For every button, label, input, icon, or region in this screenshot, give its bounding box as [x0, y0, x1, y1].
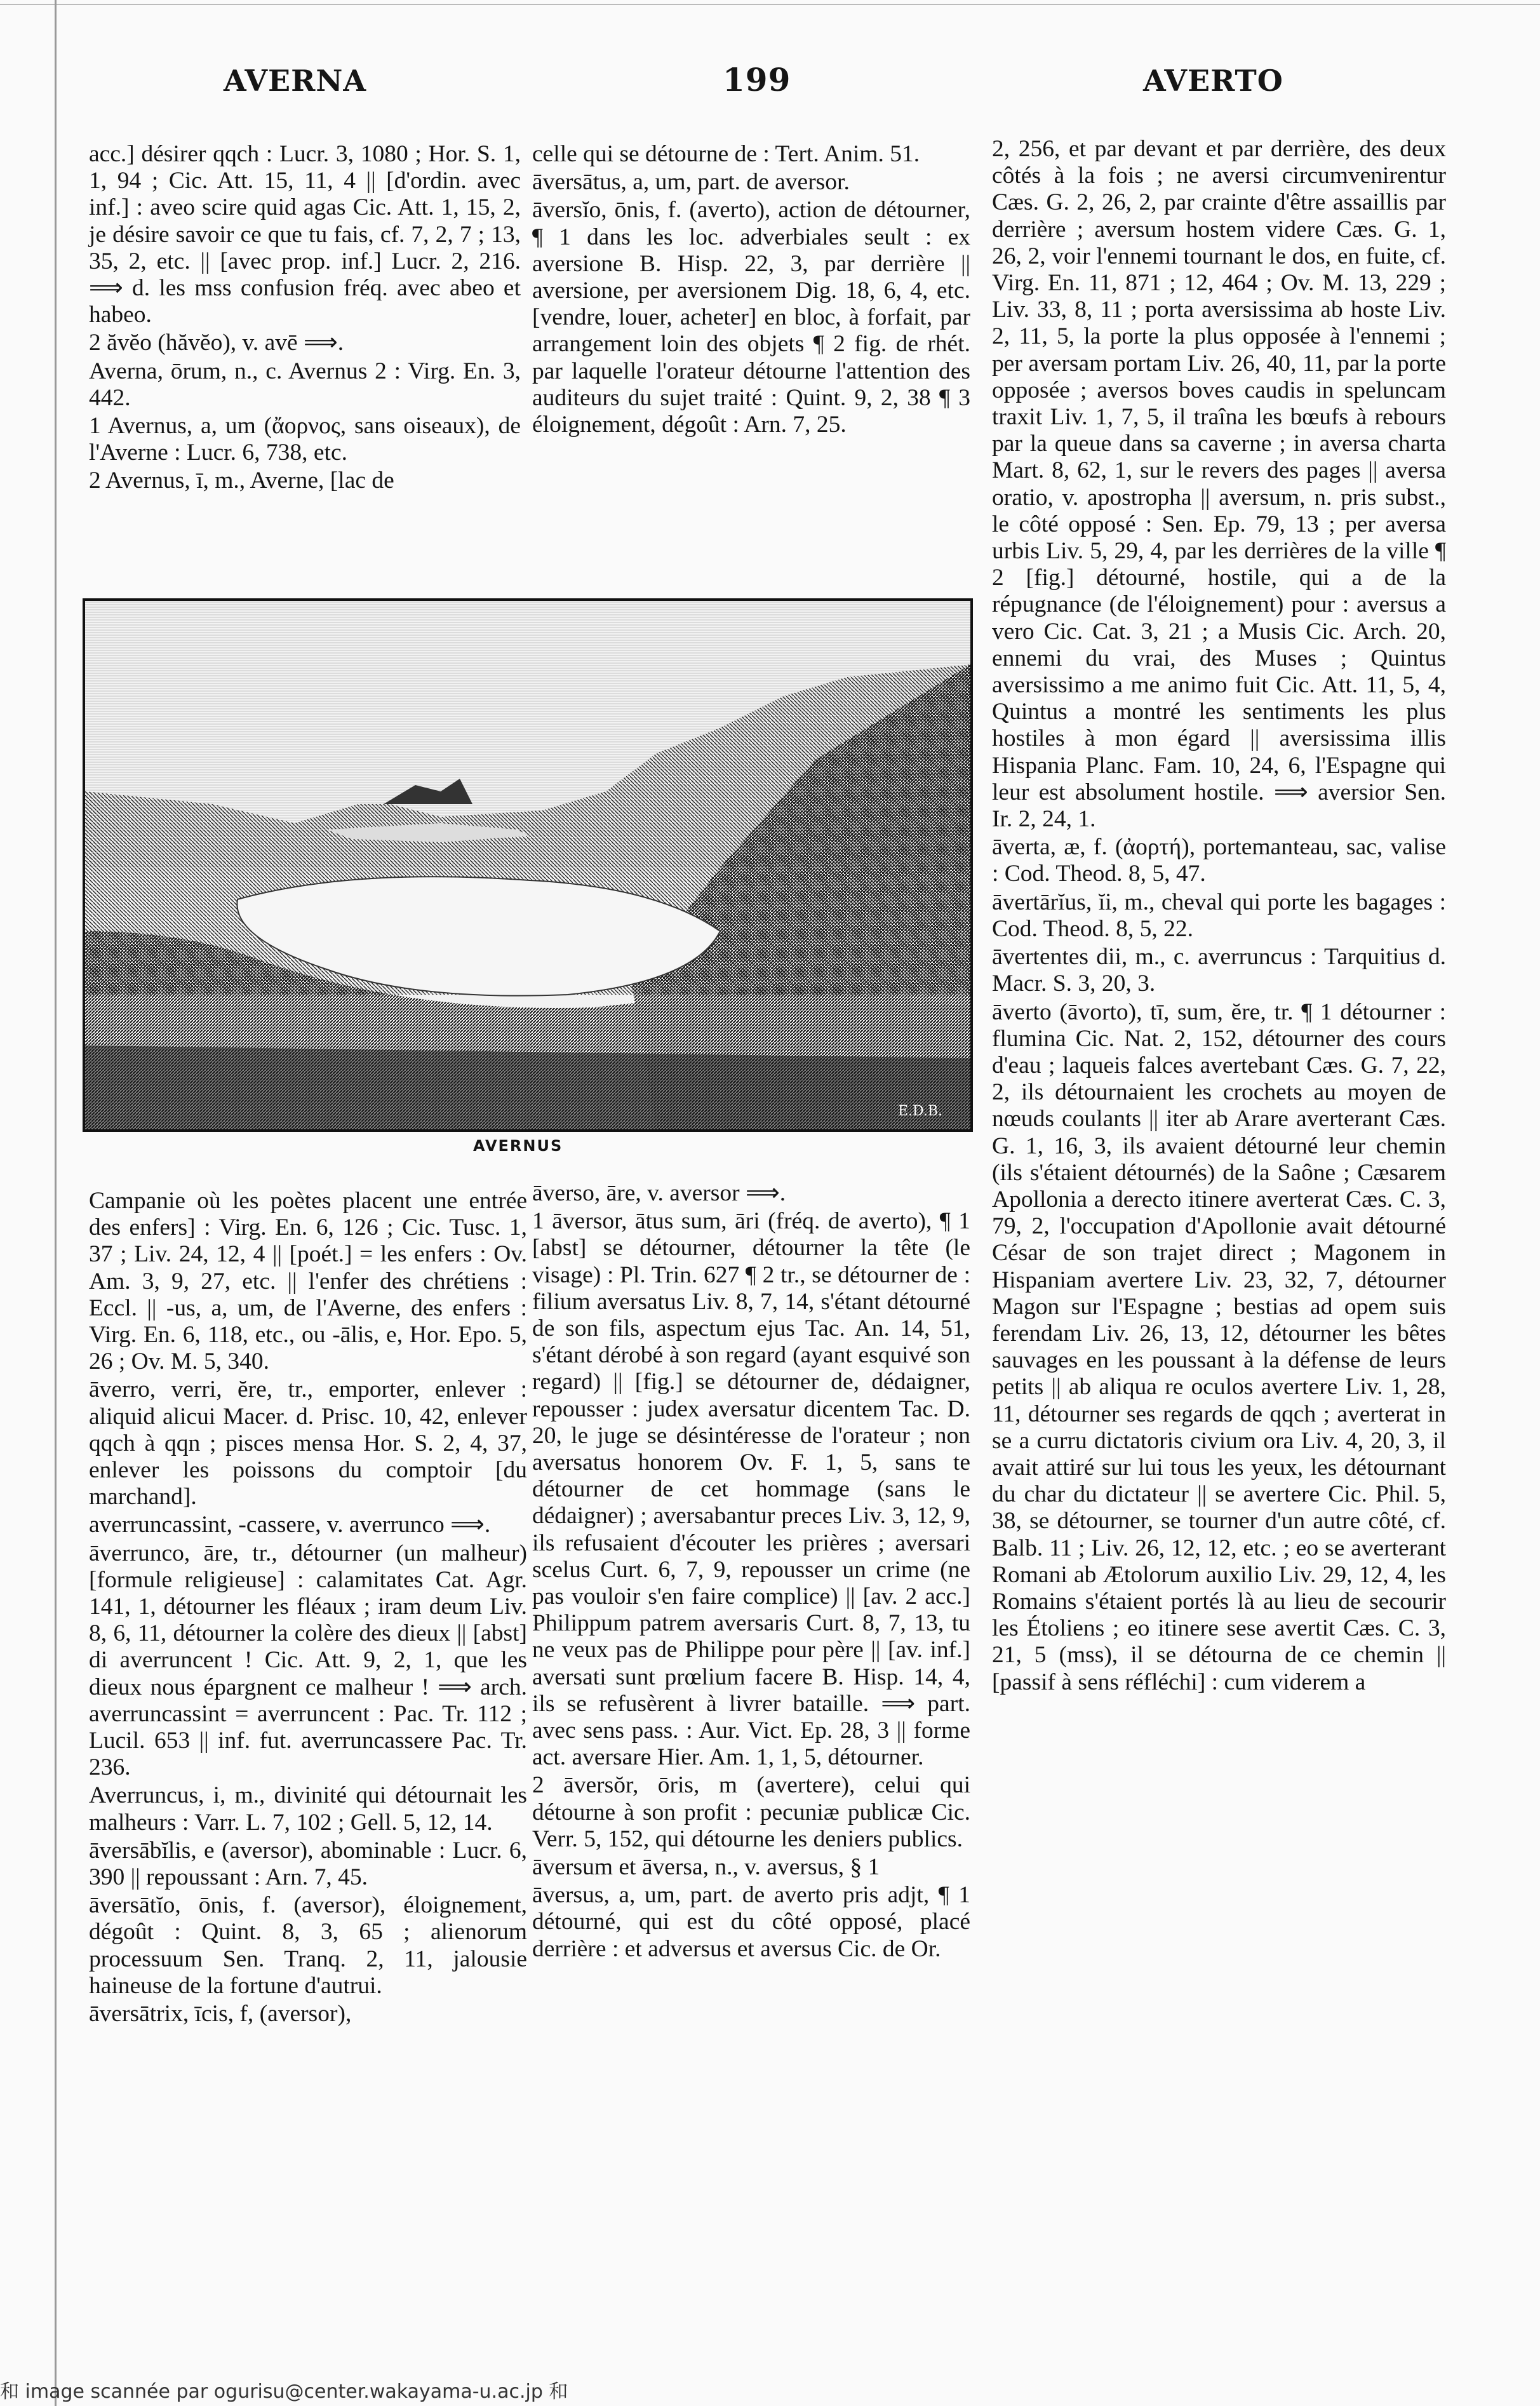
entry-aversabilis: āversābĭlis, e (aversor), abominable : Lucr. 6, 390 || repoussant : Arn. 7, 45. — [89, 1837, 527, 1891]
entry-averrunco: āverrunco, āre, tr., détourner (un malheur) [formule religieuse] : calamitates Cat. Agr. 141, 1, détourner les fléaux ; iram deum Liv. 8, 6, 11, détourner la colère des dieux || [abst] di averruncent ! Cic. Att. 9, 2, 1, que les dieux nous épargnent ce malheur ! ⟹ arch. averruncassint = averruncent : Pac. Tr. 112 ; Lucil. 653 || inf. fut. averruncassere Pac. Tr. 236. — [89, 1540, 527, 1781]
column-1-upper — [89, 141, 521, 496]
entry-aversio: āversĭo, ōnis, f. (averto), action de détourner, ¶ 1 dans les loc. adverbiales seult : ex aversione B. Hisp. 22, 3, par derrière || aversione, per aversionem Dig. 18, 6, 4, etc. [vendre, louer, acheter] en bloc, à forfait, par arrangement loin des objets ¶ 2 fig. de rhét. par laquelle l'orateur détourne l'attention des auditeurs du sujet traité : Quint. 9, 2, 38 ¶ 3 éloignement, dégoût : Arn. 7, 25. — [532, 197, 970, 438]
entry-aversatio: āversātĭo, ōnis, f. (aversor), éloignement, dégoût : Quint. 8, 3, 65 ; alienorum processuum Sen. Tranq. 2, 11, jalousie haineuse de la fortune d'autrui. — [89, 1892, 527, 1999]
figure-caption: AVERNUS — [473, 1137, 563, 1155]
entry-averna: Averna, ōrum, n., c. Avernus 2 : Virg. En. 3, 442. — [89, 358, 521, 411]
page-number: 199 — [723, 61, 791, 98]
entry-avertarius: āvertārĭus, ĭi, m., cheval qui porte les bagages : Cod. Theod. 8, 5, 22. — [992, 889, 1446, 942]
entry-averta: āverta, æ, f. (ἀορτή), portemanteau, sac, valise : Cod. Theod. 8, 5, 47. — [992, 834, 1446, 887]
column-2-lower — [532, 1180, 970, 1964]
entry-aversus: āversus, a, um, part. de averto pris adjt, ¶ 1 détourné, qui est du côté opposé, placé derrière : et adversus et aversus Cic. de Or. — [532, 1882, 970, 1962]
running-head-left: AVERNA — [224, 64, 367, 98]
left-scan-edge — [55, 0, 57, 2406]
column-1-lower — [89, 1188, 527, 2029]
entry-aversor-1: 1 āversor, ātus sum, āri (fréq. de averto), ¶ 1 [abst] se détourner, détourner la tête (le visage) : Pl. Trin. 627 ¶ 2 tr., se détourner de : filium aversatus Liv. 8, 7, 14, s'étant détourné de son fils, aspectum ejus Tac. An. 14, 51, s'étant dérobé à son regard (ayant esquivé son regard) || [fig.] se détourner de, dédaigner, repousser : judex aversatur dicentem Tac. D. 20, le juge se désintéresse de l'orateur ; non aversatus honorem Ov. F. 1, 5, sans te détourner de cet hommage (sans le dédaigner) ; aversabantur preces Liv. 3, 12, 9, ils refusaient d'écouter les prières ; aversari scelus Curt. 6, 7, 9, repousser un crime (ne pas vouloir s'en faire complice) || [av. 2 acc.] Philippum patrem aversaris Curt. 8, 7, 13, tu ne veux pas de Philippe pour père || [av. inf.] aversati sunt prœlium facere B. Hisp. 14, 4, ils se refusèrent à livrer bataille. ⟹ part. avec sens pass. : Aur. Vict. Ep. 28, 3 || forme act. aversare Hier. Am. 1, 1, 5, détourner. — [532, 1208, 970, 1771]
entry-averso: āverso, āre, v. aversor ⟹. — [532, 1180, 786, 1206]
entry-avernus-1: 1 Avernus, a, um (ἄορνος, sans oiseaux), de l'Averne : Lucr. 6, 738, etc. — [89, 413, 521, 466]
entry-averruncassint: averruncassint, -cassere, v. averrunco ⟹. — [89, 1512, 491, 1538]
entry-aversor-2: 2 āversŏr, ōris, m (avertere), celui qui détourne à son profit : pecuniæ publicæ Cic. Verr. 5, 152, qui détourne les deniers publics. — [532, 1772, 970, 1852]
scan-footer: 和 image scannée par ogurisu@center.wakayama-u.ac.jp 和 — [0, 2381, 568, 2403]
entry-averto: āverto (āvorto), tī, sum, ĕre, tr. ¶ 1 détourner : flumina Cic. Nat. 2, 152, détourner des cours d'eau ; laqueis falces avertebant Cæs. G. 7, 22, 2, ils détournaient les crochets au moyen de nœuds coulants || iter ab Arare averterant Cæs. G. 1, 16, 3, ils avaient détourné leur chemin (ils s'étaient détournés) de la Saône ; Cæsarem Apollonia a derecto itinere averterat Cæs. C. 3, 79, 2, l'occupation d'Apollonie avait détourné César de son trajet direct ; Magonem in Hispaniam avertere Liv. 23, 32, 7, détourner Magon sur l'Espagne ; bestias ad opem suis ferendam Liv. 26, 13, 12, détourner les bêtes sauvages en les poussant à la défense de leurs petits || ab aliqua re oculos avertere Liv. 1, 28, 11, détourner ses regards de qqch ; averterat in se a curru dictatoris civium ora Liv. 4, 20, 3, il avait attiré sur lui tous les yeux, les détournant du char du dictateur || se avertere Cic. Phil. 5, 38, se détourner, se tourner d'un autre côté, cf. Balb. 11 ; Liv. 26, 12, 12, etc. ; eo se averterant Romani ab Ætolorum auxilio Liv. 29, 12, 4, les Romains s'étaient portés là au lieu de secourir les Étoliens ; eo itinere sese avertit Cæs. C. 3, 21, 5 (mss), il se détourna de ce chemin || [passif à sens réfléchi] : cum viderem a — [992, 998, 1446, 1695]
entry-aveo-2: 2 ăvĕo (hăvĕo), v. avē ⟹. — [89, 330, 344, 356]
avernus-illustration — [83, 598, 973, 1132]
lake-engraving — [85, 601, 970, 1129]
running-head-right: AVERTO — [1143, 64, 1283, 98]
entry-averruncus: Averruncus, i, m., divinité qui détournait les malheurs : Varr. L. 7, 102 ; Gell. 5, 12, 14. — [89, 1782, 527, 1836]
entry-aversatus: āversātus, a, um, part. de aversor. — [532, 169, 850, 196]
entry-text: Campanie où les poètes placent une entrée des enfers] : Virg. En. 6, 126 ; Cic. Tusc. 1, 37 ; Liv. 24, 12, 4 || [poét.] = les enfers : Ov. Am. 3, 9, 27, etc. || l'enfer des chrétiens : Eccl. || -us, a, um, de l'Averne, des enfers : Virg. En. 6, 118, etc., ou -ālis, e, Hor. Epo. 5, 26 ; Ov. M. 5, 340. — [89, 1188, 527, 1375]
column-2-upper — [532, 141, 970, 440]
entry-text: 2, 256, et par devant et par derrière, des deux côtés à la fois ; ne aversi circumvenirentur Cæs. G. 2, 26, 2, par crainte d'être assaillis par derrière ; aversum hostem videre Cæs. G. 1, 26, 2, voir l'ennemi tournant le dos, en fuite, cf. Virg. En. 11, 871 ; 12, 464 ; Ov. M. 13, 229 ; Liv. 33, 8, 11 ; porta aversissima ab hoste Liv. 2, 11, 5, la porte la plus opposée à l'ennemi ; per aversam portam Liv. 26, 40, 11, par la porte opposée ; aversos boves caudis in speluncam traxit Liv. 1, 7, 5, il traîna les bœufs à rebours par la queue dans sa caverne ; in aversa charta Mart. 8, 62, 1, sur le revers des pages || aversa oratio, v. apostropha || aversum, n. pris subst., le côté opposé : Sen. Ep. 79, 13 ; per aversa urbis Liv. 5, 29, 4, par les derrières de la ville ¶ 2 [fig.] détourné, hostile, qui a de la répugnance (de l'éloignement) pour : aversus a vero Cic. Cat. 3, 21 ; a Musis Cic. Arch. 20, ennemi du vrai, des Muses ; Quintus aversissimo a me animo fuit Cic. Att. 11, 5, 4, Quintus a montré les sentiments les plus hostiles à mon égard || aversissima illis Hispania Planc. Fam. 10, 24, 6, l'Espagne qui leur est absolument hostile. ⟹ aversior Sen. Ir. 2, 24, 1. — [992, 136, 1446, 833]
foreground-shadow — [85, 1045, 970, 1129]
top-rule — [0, 4, 1540, 5]
entry-aversatrix: āversātrix, īcis, f, (aversor), — [89, 2001, 352, 2027]
entry-avertentes-dii: āvertentes dii, m., c. averruncus : Tarquitius d. Macr. S. 3, 20, 3. — [992, 944, 1446, 997]
column-3 — [992, 136, 1446, 1697]
entry-text: celle qui se détourne de : Tert. Anim. 51. — [532, 141, 920, 167]
entry-avernus-2: 2 Avernus, ī, m., Averne, [lac de — [89, 467, 394, 494]
entry-averro: āverro, verri, ĕre, tr., emporter, enlever : aliquid alicui Macer. d. Prisc. 10, 42, enlever qqch à qqn ; pisces mensa Hor. S. 2, 4, 37, enlever les poissons du comptoir [du marchand]. — [89, 1376, 527, 1510]
engraver-signature: E.D.B. — [898, 1103, 943, 1119]
entry-aversum: āversum et āversa, n., v. aversus, § 1 — [532, 1854, 880, 1881]
entry-text: acc.] désirer qqch : Lucr. 3, 1080 ; Hor. S. 1, 1, 94 ; Cic. Att. 15, 11, 4 || [d'ordin. avec inf.] : aveo scire quid agas Cic. Att. 1, 15, 2, je désire savoir ce que tu fais, cf. 7, 2, 7 ; 13, 35, 2, etc. || [avec prop. inf.] Lucr. 2, 216. ⟹ d. les mss confusion fréq. avec abeo et habeo. — [89, 141, 521, 328]
